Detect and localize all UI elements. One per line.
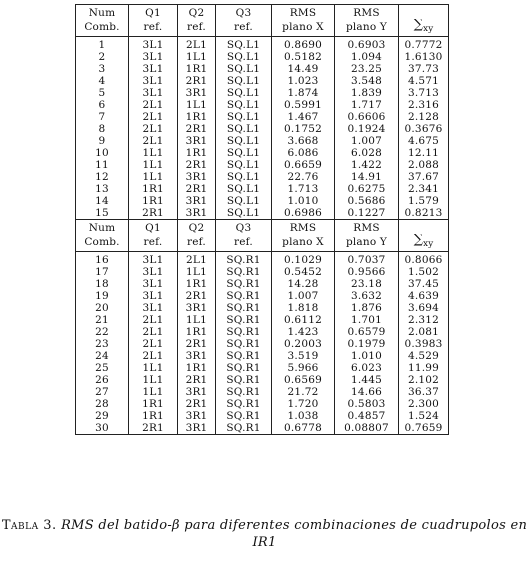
cell-rms-plano-x: 0.5991 [272,99,335,111]
cell-q3-ref: SQ.L1 [216,195,272,207]
cell-sum-xy: 37.67 [399,171,449,183]
cell-rms-plano-x: 21.72 [272,386,335,398]
cell-sum-xy: 1.6130 [399,51,449,63]
cell-q3-ref: SQ.L1 [216,147,272,159]
cell-q3-ref: SQ.L1 [216,183,272,195]
cell-num-comb: 17 [76,266,129,278]
cell-q3-ref: SQ.R1 [216,362,272,374]
cell-rms-plano-y: 0.08807 [335,422,399,435]
table-row [76,252,449,267]
cell-num-comb: 14 [76,195,129,207]
table-row [76,63,449,75]
cell-sum-xy: 0.7659 [399,422,449,435]
cell-rms-plano-x: 0.6659 [272,159,335,171]
cell-q2-ref: 3R1 [178,350,216,362]
cell-q3-ref: SQ.R1 [216,410,272,422]
cell-q2-ref: 3R1 [178,422,216,435]
cell-rms-plano-y: 1.010 [335,350,399,362]
header-q3-ref: Q3 [216,5,272,20]
cell-q1-ref: 3L1 [129,63,178,75]
sum-symbol: ∑ [413,19,424,32]
table-row [76,183,449,195]
cell-sum-xy: 2.316 [399,99,449,111]
cell-q3-ref: SQ.L1 [216,135,272,147]
table-row [76,386,449,398]
table-row [76,410,449,422]
cell-rms-plano-x: 0.6569 [272,374,335,386]
cell-sum-xy: 2.341 [399,183,449,195]
cell-num-comb: 5 [76,87,129,99]
cell-q2-ref: 3R1 [178,386,216,398]
cell-q3-ref: SQ.R1 [216,338,272,350]
cell-q3-ref: SQ.R1 [216,386,272,398]
cell-rms-plano-x: 3.519 [272,350,335,362]
cell-rms-plano-y: 0.6903 [335,37,399,52]
cell-num-comb: 8 [76,123,129,135]
cell-q3-ref: SQ.R1 [216,314,272,326]
cell-rms-plano-x: 1.423 [272,326,335,338]
cell-q1-ref: 3L1 [129,51,178,63]
cell-num-comb: 29 [76,410,129,422]
cell-q3-ref: SQ.L1 [216,75,272,87]
cell-rms-plano-y: 1.007 [335,135,399,147]
cell-rms-plano-y: 0.7037 [335,252,399,267]
table-row [76,111,449,123]
cell-q3-ref: SQ.L1 [216,99,272,111]
table-row [76,195,449,207]
cell-num-comb: 9 [76,135,129,147]
table-row [76,314,449,326]
cell-sum-xy: 3.713 [399,87,449,99]
cell-rms-plano-x: 3.668 [272,135,335,147]
table-row [76,374,449,386]
cell-rms-plano-x: 1.720 [272,398,335,410]
cell-sum-xy: 12.11 [399,147,449,159]
cell-rms-plano-x: 1.467 [272,111,335,123]
cell-rms-plano-y: 0.6606 [335,111,399,123]
cell-q2-ref: 1R1 [178,326,216,338]
cell-num-comb: 22 [76,326,129,338]
cell-rms-plano-y: 0.6579 [335,326,399,338]
cell-rms-plano-x: 14.28 [272,278,335,290]
header-row-bottom [76,234,449,252]
table-row [76,51,449,63]
cell-sum-xy: 0.7772 [399,37,449,52]
cell-q1-ref: 1L1 [129,171,178,183]
cell-q1-ref: 2L1 [129,111,178,123]
sum-subscript: xy [423,24,434,35]
table-row [76,75,449,87]
cell-q2-ref: 3R1 [178,207,216,220]
table-row [76,87,449,99]
cell-q2-ref: 1R1 [178,362,216,374]
cell-q2-ref: 1L1 [178,266,216,278]
cell-q3-ref: SQ.L1 [216,51,272,63]
cell-q1-ref: 2R1 [129,207,178,220]
cell-num-comb: 7 [76,111,129,123]
cell-q2-ref: 1R1 [178,111,216,123]
table-row [76,266,449,278]
cell-rms-plano-x: 14.49 [272,63,335,75]
cell-rms-plano-y: 3.548 [335,75,399,87]
cell-rms-plano-y: 0.1979 [335,338,399,350]
cell-num-comb: 4 [76,75,129,87]
cell-num-comb: 3 [76,63,129,75]
table-row [76,99,449,111]
header-num-comb: Num [76,220,129,235]
header-sum-xy [399,19,449,37]
header-q1-ref: Q1 [129,5,178,20]
cell-q2-ref: 3R1 [178,171,216,183]
cell-q1-ref: 2L1 [129,338,178,350]
cell-sum-xy: 4.675 [399,135,449,147]
cell-q1-ref: 1L1 [129,362,178,374]
cell-q3-ref: SQ.R1 [216,326,272,338]
header-row-bottom [76,19,449,37]
cell-q2-ref: 1L1 [178,99,216,111]
rms-table [75,4,449,435]
cell-q2-ref: 1R1 [178,278,216,290]
table-row [76,338,449,350]
cell-q2-ref: 1L1 [178,314,216,326]
cell-q1-ref: 2R1 [129,422,178,435]
header-rms-plano-x: RMS [272,220,335,235]
cell-q3-ref: SQ.R1 [216,350,272,362]
cell-q3-ref: SQ.R1 [216,290,272,302]
cell-q2-ref: 3R1 [178,302,216,314]
table-row [76,422,449,435]
table-row [76,159,449,171]
header-sum-xy [399,5,449,20]
cell-q2-ref: 3R1 [178,410,216,422]
cell-rms-plano-y: 6.023 [335,362,399,374]
cell-sum-xy: 0.3983 [399,338,449,350]
cell-rms-plano-x: 0.6112 [272,314,335,326]
cell-sum-xy: 0.8066 [399,252,449,267]
cell-q2-ref: 1R1 [178,147,216,159]
cell-q1-ref: 1L1 [129,386,178,398]
header-row-top [76,5,449,20]
cell-rms-plano-y: 23.25 [335,63,399,75]
cell-num-comb: 13 [76,183,129,195]
cell-q2-ref: 2R1 [178,183,216,195]
cell-q1-ref: 3L1 [129,75,178,87]
cell-q3-ref: SQ.L1 [216,37,272,52]
table-row [76,278,449,290]
cell-q2-ref: 3R1 [178,87,216,99]
cell-q1-ref: 1R1 [129,410,178,422]
cell-num-comb: 1 [76,37,129,52]
cell-sum-xy: 4.529 [399,350,449,362]
cell-sum-xy: 4.571 [399,75,449,87]
cell-q1-ref: 1R1 [129,398,178,410]
rms-table-body [76,5,449,435]
cell-rms-plano-x: 22.76 [272,171,335,183]
sum-symbol: ∑ [413,234,424,248]
cell-q1-ref: 3L1 [129,87,178,99]
header-sum-xy [399,220,449,235]
cell-q1-ref: 2L1 [129,123,178,135]
cell-q3-ref: SQ.L1 [216,123,272,135]
cell-rms-plano-y: 1.876 [335,302,399,314]
table-row [76,147,449,159]
header-q2-ref: Q2 [178,220,216,235]
sum-subscript: xy [423,239,434,250]
cell-sum-xy: 3.694 [399,302,449,314]
cell-sum-xy: 1.502 [399,266,449,278]
cell-sum-xy: 2.081 [399,326,449,338]
cell-rms-plano-x: 1.713 [272,183,335,195]
cell-num-comb: 27 [76,386,129,398]
cell-q2-ref: 2R1 [178,338,216,350]
cell-sum-xy: 2.312 [399,314,449,326]
cell-q2-ref: 2R1 [178,159,216,171]
cell-rms-plano-y: 1.445 [335,374,399,386]
cell-q3-ref: SQ.L1 [216,207,272,220]
cell-q1-ref: 2L1 [129,350,178,362]
cell-q1-ref: 1R1 [129,195,178,207]
cell-rms-plano-y: 14.91 [335,171,399,183]
cell-q2-ref: 1L1 [178,51,216,63]
cell-num-comb: 28 [76,398,129,410]
header-rms-plano-x: RMS [272,5,335,20]
cell-q2-ref: 2L1 [178,37,216,52]
table-row [76,290,449,302]
table-row [76,135,449,147]
header-q2-ref: Q2 [178,5,216,20]
cell-q1-ref: 3L1 [129,302,178,314]
cell-rms-plano-x: 0.6778 [272,422,335,435]
caption-text: RMS del batido-β para diferentes combinaciones de cuadrupolos en IR1 [61,518,528,550]
table-row [76,123,449,135]
cell-rms-plano-x: 5.966 [272,362,335,374]
caption-label: Tabla 3. [1,518,57,533]
cell-rms-plano-x: 0.8690 [272,37,335,52]
cell-rms-plano-x: 0.1029 [272,252,335,267]
cell-q3-ref: SQ.R1 [216,278,272,290]
cell-num-comb: 24 [76,350,129,362]
cell-q1-ref: 3L1 [129,37,178,52]
cell-rms-plano-x: 6.086 [272,147,335,159]
cell-q1-ref: 3L1 [129,266,178,278]
cell-q1-ref: 2L1 [129,314,178,326]
cell-sum-xy: 2.128 [399,111,449,123]
header-row-top [76,220,449,235]
table-caption [0,517,529,551]
cell-rms-plano-x: 1.010 [272,195,335,207]
cell-q2-ref: 3R1 [178,195,216,207]
cell-sum-xy: 1.524 [399,410,449,422]
table-row [76,37,449,52]
cell-q2-ref: 1R1 [178,63,216,75]
cell-rms-plano-y: 23.18 [335,278,399,290]
cell-rms-plano-x: 1.023 [272,75,335,87]
cell-q3-ref: SQ.R1 [216,266,272,278]
cell-q2-ref: 2R1 [178,75,216,87]
header-q2-ref-sub: ref. [178,19,216,37]
cell-q1-ref: 1L1 [129,159,178,171]
cell-rms-plano-y: 0.4857 [335,410,399,422]
cell-rms-plano-x: 0.5182 [272,51,335,63]
cell-sum-xy: 2.300 [399,398,449,410]
cell-sum-xy: 2.102 [399,374,449,386]
table-row [76,302,449,314]
table-row [76,171,449,183]
header-q3-ref-sub: ref. [216,234,272,252]
cell-q1-ref: 3L1 [129,278,178,290]
table-row [76,207,449,220]
header-rms-plano-x-sub: plano X [272,234,335,252]
header-num-comb: Num [76,5,129,20]
cell-num-comb: 10 [76,147,129,159]
header-q1-ref-sub: ref. [129,234,178,252]
cell-rms-plano-x: 0.2003 [272,338,335,350]
header-num-comb-sub: Comb. [76,19,129,37]
header-q1-ref: Q1 [129,220,178,235]
header-rms-plano-y: RMS [335,5,399,20]
cell-rms-plano-x: 0.5452 [272,266,335,278]
cell-rms-plano-x: 0.1752 [272,123,335,135]
cell-rms-plano-y: 3.632 [335,290,399,302]
table-row [76,326,449,338]
table-row [76,350,449,362]
cell-num-comb: 18 [76,278,129,290]
cell-rms-plano-y: 1.839 [335,87,399,99]
cell-num-comb: 2 [76,51,129,63]
cell-sum-xy: 2.088 [399,159,449,171]
cell-q3-ref: SQ.R1 [216,302,272,314]
cell-sum-xy: 0.3676 [399,123,449,135]
table-row [76,398,449,410]
header-rms-plano-y: RMS [335,220,399,235]
cell-num-comb: 26 [76,374,129,386]
cell-q1-ref: 2L1 [129,135,178,147]
header-q3-ref-sub: ref. [216,19,272,37]
cell-sum-xy: 1.579 [399,195,449,207]
header-rms-plano-y-sub: plano Y [335,234,399,252]
cell-num-comb: 6 [76,99,129,111]
cell-num-comb: 11 [76,159,129,171]
header-sum-xy [399,234,449,252]
cell-rms-plano-y: 1.717 [335,99,399,111]
cell-q1-ref: 1R1 [129,183,178,195]
cell-rms-plano-x: 0.6986 [272,207,335,220]
header-q3-ref: Q3 [216,220,272,235]
cell-rms-plano-y: 6.028 [335,147,399,159]
cell-rms-plano-y: 1.094 [335,51,399,63]
cell-num-comb: 20 [76,302,129,314]
header-rms-plano-x-sub: plano X [272,19,335,37]
cell-q3-ref: SQ.L1 [216,159,272,171]
cell-num-comb: 12 [76,171,129,183]
cell-rms-plano-x: 1.038 [272,410,335,422]
cell-sum-xy: 0.8213 [399,207,449,220]
cell-q1-ref: 1L1 [129,374,178,386]
cell-rms-plano-y: 1.701 [335,314,399,326]
cell-q2-ref: 3R1 [178,135,216,147]
cell-num-comb: 19 [76,290,129,302]
cell-q2-ref: 2L1 [178,252,216,267]
table-row [76,362,449,374]
cell-sum-xy: 36.37 [399,386,449,398]
cell-rms-plano-y: 0.5686 [335,195,399,207]
cell-q1-ref: 2L1 [129,326,178,338]
cell-sum-xy: 37.45 [399,278,449,290]
header-num-comb-sub: Comb. [76,234,129,252]
cell-q3-ref: SQ.R1 [216,374,272,386]
cell-num-comb: 16 [76,252,129,267]
cell-rms-plano-y: 0.9566 [335,266,399,278]
cell-q2-ref: 2R1 [178,398,216,410]
cell-q2-ref: 2R1 [178,374,216,386]
cell-q2-ref: 2R1 [178,290,216,302]
cell-rms-plano-y: 0.6275 [335,183,399,195]
cell-q1-ref: 3L1 [129,290,178,302]
cell-num-comb: 30 [76,422,129,435]
cell-sum-xy: 4.639 [399,290,449,302]
cell-q3-ref: SQ.R1 [216,398,272,410]
header-q2-ref-sub: ref. [178,234,216,252]
cell-sum-xy: 37.73 [399,63,449,75]
cell-num-comb: 23 [76,338,129,350]
cell-num-comb: 15 [76,207,129,220]
cell-rms-plano-y: 14.66 [335,386,399,398]
cell-q3-ref: SQ.R1 [216,422,272,435]
cell-rms-plano-y: 1.422 [335,159,399,171]
cell-rms-plano-x: 1.874 [272,87,335,99]
cell-sum-xy: 11.99 [399,362,449,374]
cell-q1-ref: 3L1 [129,252,178,267]
header-q1-ref-sub: ref. [129,19,178,37]
cell-q3-ref: SQ.L1 [216,63,272,75]
cell-q2-ref: 2R1 [178,123,216,135]
cell-q1-ref: 1L1 [129,147,178,159]
cell-rms-plano-y: 0.5803 [335,398,399,410]
cell-rms-plano-y: 0.1924 [335,123,399,135]
cell-rms-plano-x: 1.818 [272,302,335,314]
cell-rms-plano-y: 0.1227 [335,207,399,220]
cell-num-comb: 25 [76,362,129,374]
cell-q3-ref: SQ.L1 [216,171,272,183]
cell-q1-ref: 2L1 [129,99,178,111]
cell-q3-ref: SQ.L1 [216,87,272,99]
header-rms-plano-y-sub: plano Y [335,19,399,37]
cell-num-comb: 21 [76,314,129,326]
cell-q3-ref: SQ.L1 [216,111,272,123]
cell-q3-ref: SQ.R1 [216,252,272,267]
cell-rms-plano-x: 1.007 [272,290,335,302]
